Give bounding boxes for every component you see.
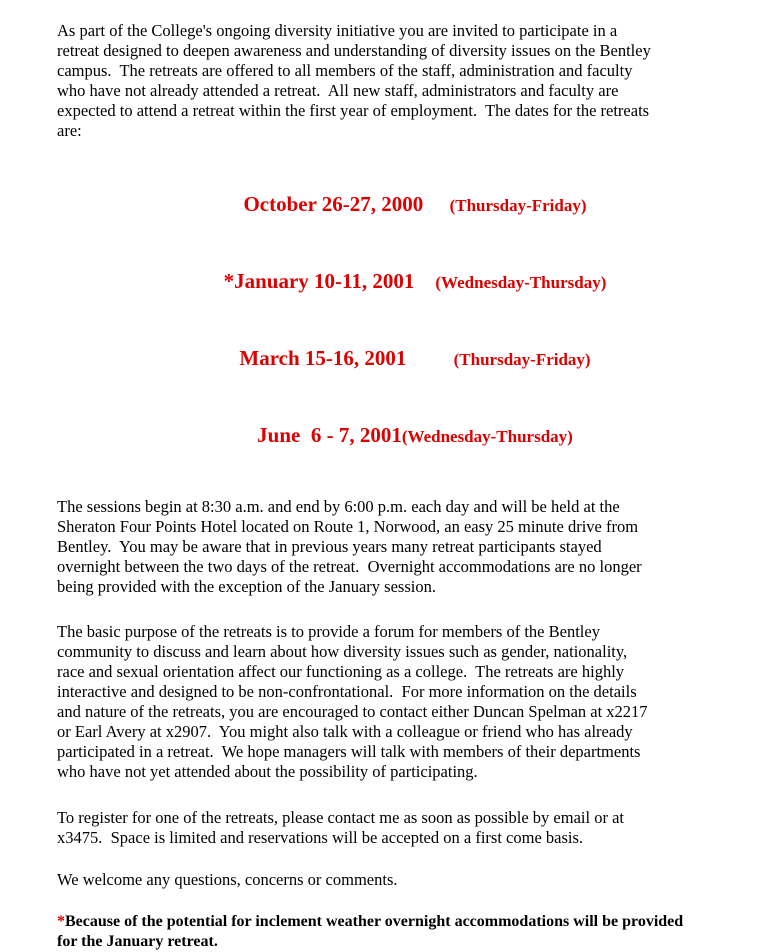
text-line: We welcome any questions, concerns or comments.: [57, 870, 398, 889]
text-line: being provided with the exception of the January session.: [57, 577, 436, 596]
text-line: The basic purpose of the retreats is to provide a forum for members of the Bentley: [57, 622, 600, 641]
red-asterisk: *: [57, 913, 65, 930]
footnote-line: [57, 912, 709, 932]
text-line: campus. The retreats are offered to all members of the staff, administration and faculty: [57, 61, 633, 80]
retreat-dates-list: [57, 167, 709, 475]
text-line: To register for one of the retreats, please contact me as soon as possible by email or at: [57, 808, 624, 827]
retreat-weekdays: (Thursday-Friday): [449, 196, 587, 215]
text-line: are:: [57, 121, 82, 140]
footnote: [57, 912, 709, 952]
register-paragraph: [57, 808, 709, 848]
retreat-date: October 26-27, 2000: [243, 192, 424, 216]
purpose-paragraph: [57, 622, 709, 782]
retreat-date: June 6 - 7, 2001: [257, 423, 402, 447]
retreat-date: *January 10-11, 2001: [223, 269, 415, 293]
text-line: interactive and designed to be non-confrontational. For more information on the details: [57, 682, 637, 701]
text-line: participated in a retreat. We hope managers will talk with members of their departments: [57, 742, 641, 761]
text-line: retreat designed to deepen awareness and understanding of diversity issues on the Bentley: [57, 41, 651, 60]
date-gap: [406, 346, 453, 370]
retreat-weekdays: (Wednesday-Thursday): [401, 427, 573, 446]
text-line: and nature of the retreats, you are encouraged to contact either Duncan Spelman at x2217: [57, 702, 648, 721]
text-line: x3475. Space is limited and reservations will be accepted on a first come basis.: [57, 828, 584, 847]
text-line: who have not already attended a retreat. All new staff, administrators and faculty are: [57, 81, 619, 100]
text-line: race and sexual orientation affect our functioning as a college. The retreats are highly: [57, 662, 625, 681]
text-line: Sheraton Four Points Hotel located on Route 1, Norwood, an easy 25 minute drive from: [57, 517, 639, 536]
retreat-date: March 15-16, 2001: [239, 346, 407, 370]
retreat-date-row-january: [97, 244, 709, 321]
text-line: who have not yet attended about the possibility of participating.: [57, 762, 478, 781]
retreat-weekdays: (Thursday-Friday): [453, 350, 591, 369]
text-line: Bentley. You may be aware that in previous years many retreat participants stayed: [57, 537, 602, 556]
text-line: community to discuss and learn about how diversity issues such as gender, nationality,: [57, 642, 628, 661]
text-line: The sessions begin at 8:30 a.m. and end by 6:00 p.m. each day and will be held at the: [57, 497, 620, 516]
sessions-paragraph: [57, 497, 709, 597]
footnote-text: Because of the potential for inclement weather overnight accommodations will be provided: [65, 913, 684, 930]
date-gap: [423, 192, 449, 216]
text-line: or Earl Avery at x2907. You might also talk with a colleague or friend who has already: [57, 722, 633, 741]
welcome-paragraph: [57, 870, 709, 890]
retreat-date-row-june: [97, 398, 709, 475]
intro-paragraph: [57, 21, 709, 141]
retreat-date-row-october: [97, 167, 709, 244]
text-line: overnight between the two days of the retreat. Overnight accommodations are no longer: [57, 557, 642, 576]
date-gap: [414, 269, 435, 293]
retreat-date-row-march: [97, 321, 709, 398]
text-line: expected to attend a retreat within the first year of employment. The dates for the retreats: [57, 101, 650, 120]
footnote-line: for the January retreat.: [57, 933, 218, 950]
text-line: As part of the College's ongoing diversity initiative you are invited to participate in a: [57, 21, 618, 40]
retreat-weekdays: (Wednesday-Thursday): [435, 273, 607, 292]
